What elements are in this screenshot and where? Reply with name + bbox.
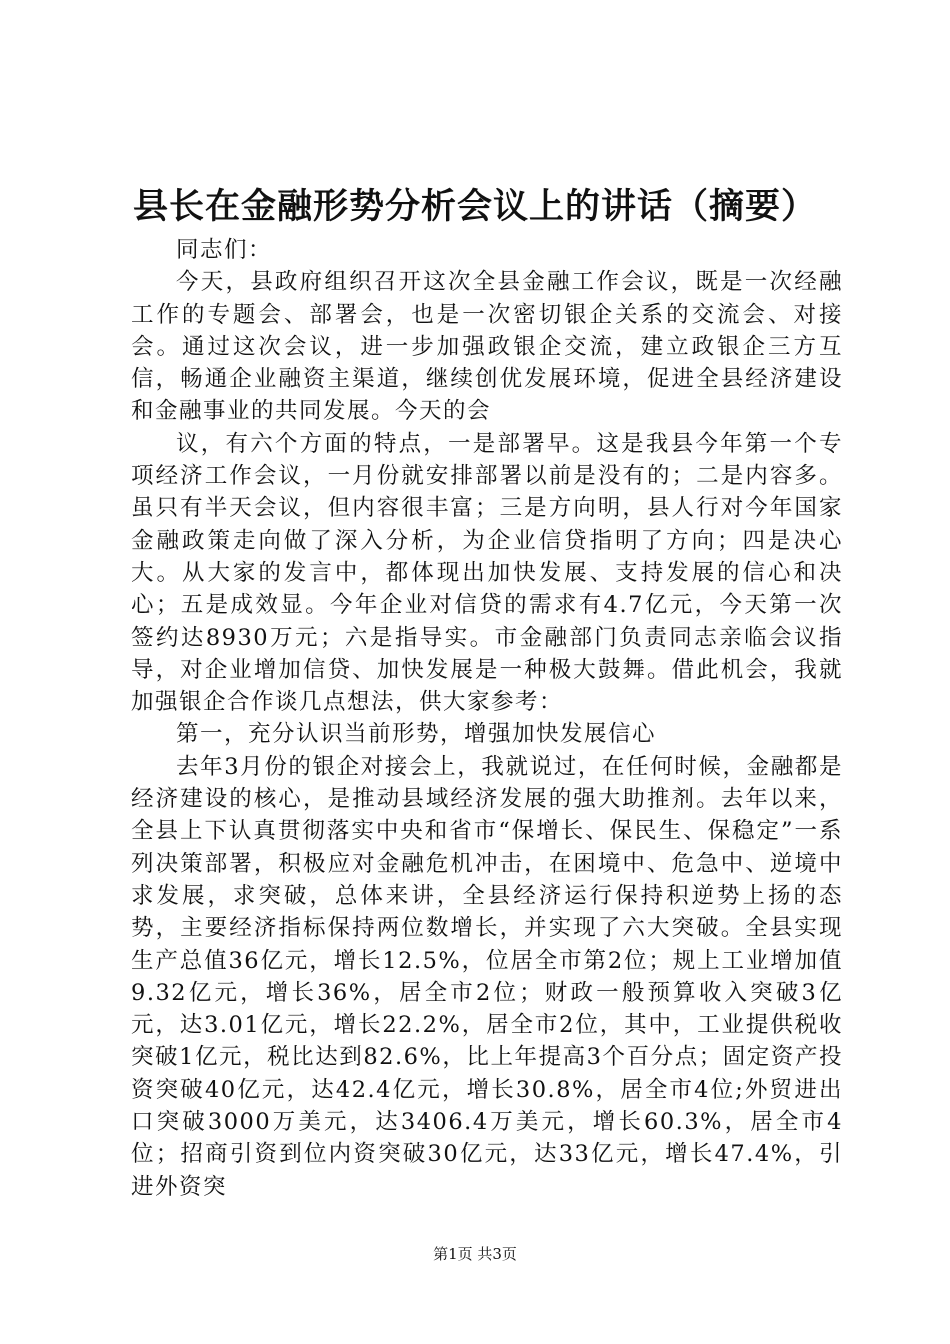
paragraph-intro: 今天，县政府组织召开这次全县金融工作会议，既是一次经融工作的专题会、部署会，也是一次密切银企关系的交流会、对接会。通过这次会议，进一步加强政银企交流，建立政银企三方互信，畅通企业融资主渠道，继续创优发展环境，促进全县经济建设和金融事业的共同发展。今天的会	[131, 269, 843, 425]
section-heading-first: 第一，充分认识当前形势，增强加快发展信心	[176, 721, 657, 748]
salutation: 同志们：	[176, 237, 273, 263]
paragraph-situation: 去年3月份的银企对接会上，我就说过，在任何时候，金融都是经济建设的核心，是推动县域经济发展的强大助推剂。去年以来，全县上下认真贯彻落实中央和省市“保增长、保民生、保稳定”一系列决策部署，积极应对金融危机冲击，在困境中、危急中、逆境中求发展，求突破，总体来讲，全县经济运行保持积逆势上扬的态势，主要经济指标保持两位数增长，并实现了六大突破。全县实现生产总值36亿元，增长12.5%，位居全市第2位；规上工业增加值9.32亿元，增长36%，居全市2位；财政一般预算收入突破3亿元，达3.01亿元，增长22.2%，居全市2位，其中，工业提供税收突破1亿元，税比达到82.6%，比上年提高3个百分点；固定资产投资突破40亿元，达42.4亿元，增长30.8%，居全市4位;外贸进出口突破3000万美元，达3406.4万美元，增长60.3%，居全市4位；招商引资到位内资突破30亿元，达33亿元，增长47.4%，引进外资突	[131, 753, 843, 1200]
document-title: 县长在金融形势分析会议上的讲话（摘要）	[132, 186, 817, 227]
paragraph-features: 议，有六个方面的特点，一是部署早。这是我县今年第一个专项经济工作会议，一月份就安排部署以前是没有的；二是内容多。虽只有半天会议，但内容很丰富；三是方向明，县人行对今年国家金融政策走向做了深入分析，为企业信贷指明了方向；四是决心大。从大家的发言中，都体现出加快发展、支持发展的信心和决心；五是成效显。今年企业对信贷的需求有4.7亿元，今天第一次签约达8930万元；六是指导实。市金融部门负责同志亲临会议指导，对企业增加信贷、加快发展是一种极大鼓舞。借此机会，我就加强银企合作谈几点想法，供大家参考：	[131, 430, 843, 716]
document-body	[131, 234, 843, 1203]
page-footer: 第1页 共3页	[433, 1245, 517, 1263]
